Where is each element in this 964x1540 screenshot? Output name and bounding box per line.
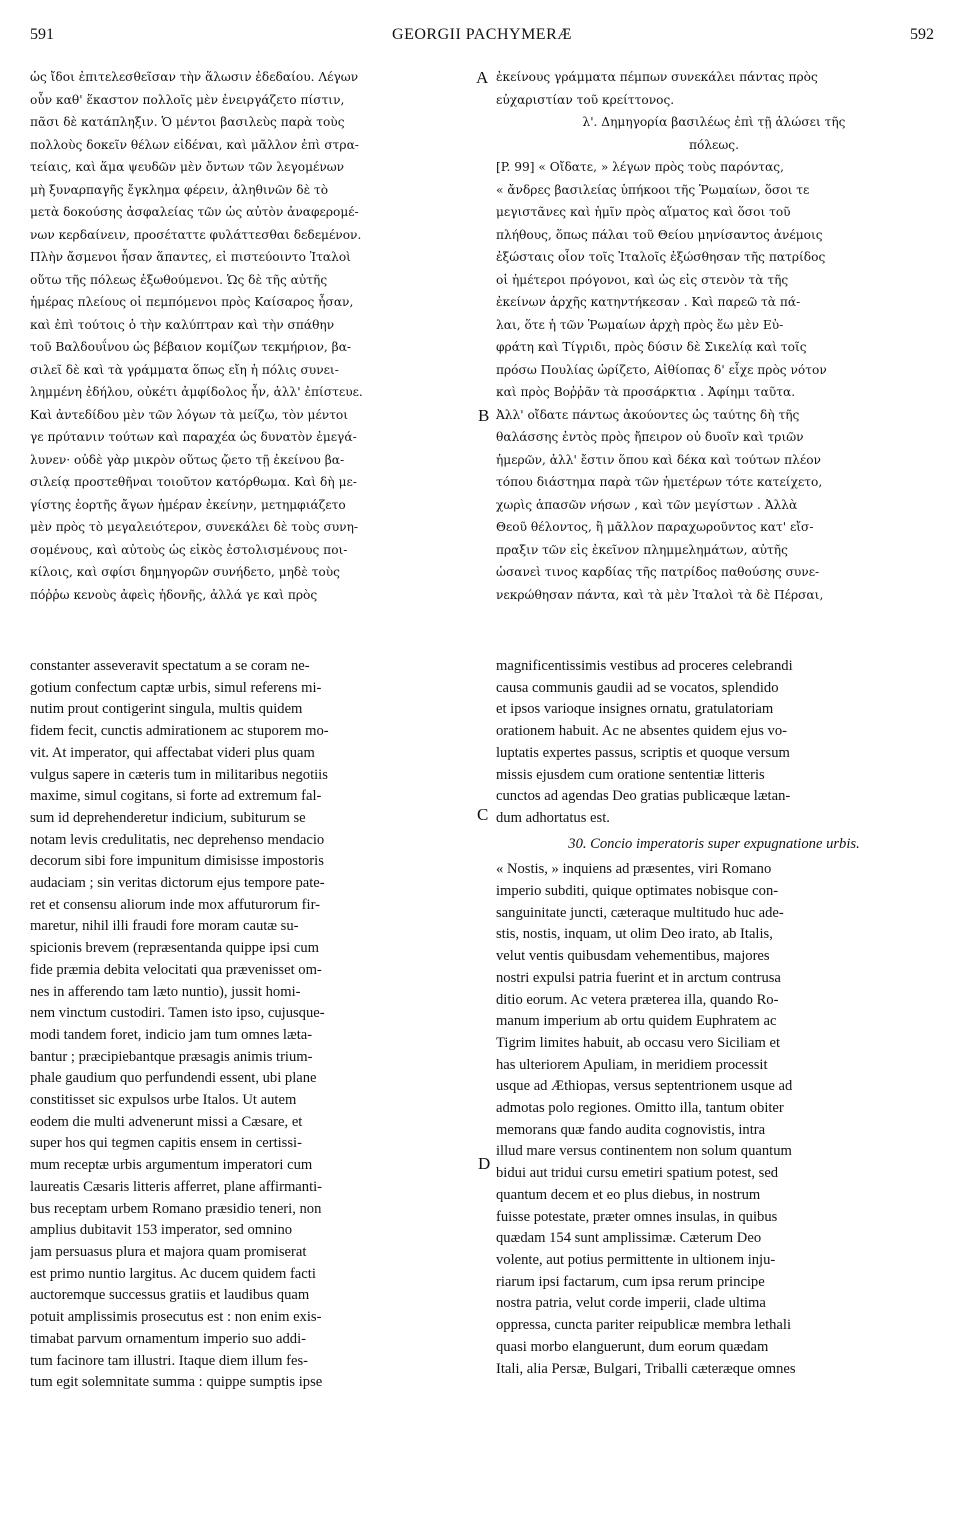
text-line: tum facinore tam illustri. Itaque diem illum fes- <box>30 1352 309 1369</box>
text-line: ἡμέρας πλείους οἱ πεμπόμενοι πρὸς Καίσαρος ἦσαν, <box>30 295 354 309</box>
text-line: constitisset sic expulsos urbe Italos. Ut autem <box>30 1092 297 1109</box>
text-line: λυνεν· οὐδὲ γὰρ μικρὸν οὕτως ᾤετο τῇ ἐκείνου βα- <box>30 452 345 467</box>
text-line: οὕτω τῆς πόλεως ἐξωθούμενοι. Ὡς δὲ τῆς αὐτῆς <box>30 272 328 287</box>
text-line: admotas polo regiones. Omitto illa, tantum obiter <box>496 1100 784 1117</box>
text-line: maretur, nihil illi fraudi fore moram cautæ su- <box>30 918 299 935</box>
text-line: λ'. Δημηγορία βασιλέως ἐπὶ τῇ ἁλώσει τῆς <box>582 115 846 129</box>
text-line: causa communis gaudii ad se vocatos, splendido <box>496 679 779 696</box>
text-line: νων κερδαίνειν, προσέταττε φυλάττεσθαι δεδεμένον. <box>30 227 362 242</box>
text-line: σομένους, καὶ αὐτοὺς ὡς εἰκὸς ἐστολισμένους ποι- <box>30 542 348 557</box>
text-line: bus receptam urbem Romano præsidio teneri, non <box>30 1200 322 1217</box>
latin-right-top-paragraph <box>496 656 932 830</box>
text-line: Καὶ ἀντεδίδου μὲν τῶν λόγων τὰ μείζω, τὸν μέντοι <box>30 407 349 422</box>
text-line: bantur ; præcipiebantque præsagis animis trium- <box>30 1048 313 1065</box>
text-line: notam levis credulitatis, nec deprehenso mendacio <box>30 831 325 848</box>
text-line: potuit amplissimis prosecutus est : non enim exis- <box>30 1309 322 1326</box>
text-line: πλήθους, ὅπως πάλαι τοῦ Θείου μηνίσαντος ἀνέμοις <box>496 227 823 242</box>
text-line: πόῤῥω κενοὺς ἀφεὶς ἡδονῆς, ἀλλά γε καὶ πρὸς <box>30 587 318 602</box>
text-line: illud mare versus continentem non solum quantum <box>496 1143 792 1160</box>
text-line: et ipsos varioque insignes ornatu, gratulatoriam <box>496 701 774 718</box>
text-line: timabat parvum ornamentum imperio suo addi- <box>30 1330 306 1347</box>
text-line: super hos qui tegmen capitis ensem in certissi- <box>30 1135 302 1152</box>
text-line: ὡς ἴδοι ἐπιτελεσθεῖσαν τὴν ἅλωσιν ἐδεδαίου. Λέγων <box>30 70 359 84</box>
text-line: γε πρύτανιν τούτων καὶ παραχέα ὡς δυνατὸν ἐμεγά- <box>30 430 357 444</box>
greek-right-body-paragraph <box>496 156 932 606</box>
text-line: gotium confectum captæ urbis, simul referens mi- <box>30 679 322 696</box>
text-line: ἡμερῶν, ἀλλ' ἔστιν ὅπου καὶ δέκα καὶ τούτων πλέον <box>496 452 821 467</box>
text-line: σιλεῖ δὲ καὶ τὰ γράμματα ὅπως εἴη ἡ πόλις συνει- <box>30 362 339 377</box>
text-line: volente, aut potius permittente in ultionem inju- <box>496 1251 776 1268</box>
text-line: fidem fecit, cunctis admirationem ac stuporem mo- <box>30 723 329 740</box>
text-line: νεκρώθησαν πάντα, καὶ τὰ μὲν Ἰταλοὶ τὰ δὲ Πέρσαι, <box>496 587 824 602</box>
text-line: oppressa, cuncta pariter reipublicæ membra lethali <box>496 1317 792 1334</box>
text-line: πρόσω Πουλίας ὡρίζετο, Αἰθίοπας δ' εἶχε πρὸς νότον <box>496 362 827 377</box>
text-line: γίστης ἑορτῆς ἄγων ἡμέραν ἐκείνην, μετημφιάζετο <box>30 497 346 512</box>
text-line: μὴ ξυναρπαγῆς ἔγκλημα φέρειν, ἀληθινῶν δὲ τὸ <box>30 182 329 197</box>
text-line: ἐκείνους γράμματα πέμπων συνεκάλει πάντας πρὸς <box>496 70 818 84</box>
text-line: τοῦ Βαλδουΐνου ὡς βέβαιον κομίζων τεκμήριον, βα- <box>30 340 352 354</box>
text-line: phale gaudium quo perfundendi essent, ubi plane <box>30 1070 317 1087</box>
text-line: bidui aut tridui cursu emetiri spatium potest, sed <box>496 1165 779 1182</box>
text-line: κίλοις, καὶ σφίσι δημηγορῶν συνήδετο, μηδὲ τοὺς <box>30 565 340 579</box>
text-line: luptatis expertes passus, scriptis et quoque versum <box>496 744 790 761</box>
text-line: « ἄνδρες βασιλείας ὑπήκοοι τῆς Ῥωμαίων, ὅσοι τε <box>496 182 810 197</box>
page-number-left: 591 <box>30 26 54 43</box>
text-line: εὐχαριστίαν τοῦ κρείττονος. <box>496 92 675 107</box>
text-line: spicionis brevem (repræsentanda quippe ipsi cum <box>30 940 319 957</box>
running-header <box>30 26 934 48</box>
text-line: mum receptæ urbis argumentum imperatori cum <box>30 1157 313 1174</box>
text-line: « Nostis, » inquiens ad præsentes, viri Romano <box>496 861 772 878</box>
text-line: χωρὶς ἁπασῶν νήσων , καὶ τῶν μεγίστων . Ἀλλὰ <box>496 497 798 512</box>
text-line: ret et consensu aliorum inde mox affuturorum fir- <box>30 896 321 913</box>
greek-text-left-column <box>30 66 474 606</box>
text-line: nem vinctum custodiri. Tamen isto ipso, cujusque- <box>30 1005 325 1022</box>
text-line: ditio eorum. Ac vetera præterea illa, quando Ro- <box>496 991 779 1008</box>
text-line: tum egit solemnitate summa : quippe sumptis ipse <box>30 1374 323 1391</box>
text-line: σιλείᾳ προστεθῆναι τοιοῦτον κατόρθωμα. Καὶ δὴ με- <box>30 475 357 489</box>
text-line: orationem habuit. Ac ne absentes quidem ejus vo- <box>496 723 787 740</box>
latin-section-heading: 30. Concio imperatoris super expugnatione urbis. <box>568 835 860 852</box>
text-line: maxime, simul cogitans, si forte ad extremum fal- <box>30 788 322 805</box>
text-line: sanguinitate juncti, cæteraque multitudo huc ade- <box>496 904 784 921</box>
margin-letter-c: C <box>477 805 489 824</box>
text-line: nostra patria, velut corde imperii, clade ultima <box>496 1295 766 1312</box>
text-line: manum imperium ab ortu quidem Euphratem ac <box>496 1013 777 1030</box>
text-line: laureatis Cæsaris litteris afferret, plane affirmanti- <box>30 1178 323 1195</box>
page-number-right: 592 <box>910 26 934 43</box>
text-line: sum id deprehenderetur indicium, subiturum se <box>30 809 306 826</box>
text-line: vulgus sapere in cæteris tum in militaribus negotiis <box>30 766 328 783</box>
text-line: ἐξώσταις οἷον τοῖς Ἰταλοῖς ἐξώσθησαν τῆς πατρίδος <box>496 250 826 264</box>
text-line: Tigrim limites habuit, ab occasu vero Siciliam et <box>496 1034 780 1051</box>
greek-right-top-paragraph <box>496 66 932 111</box>
text-line: πᾶσι δὲ κατάπληξιν. Ὁ μέντοι βασιλεὺς παρὰ τοὺς <box>30 115 345 129</box>
text-line: καὶ ἐπὶ τούτοις ὁ τὴν καλύπτραν καὶ τὴν σπάθην <box>30 317 335 332</box>
text-line: jam persuasus plura et majora quam promiserat <box>30 1243 307 1260</box>
text-line: audaciam ; sin veritas dictorum ejus tempore pate- <box>30 875 325 892</box>
text-line: auctoremque successus gratiis et laudibus quam <box>30 1287 310 1304</box>
text-line: Θεοῦ θέλοντος, ἢ μᾶλλον παραχωροῦντος κατ' εἴσ- <box>496 520 814 534</box>
text-line: τείαις, καὶ ἅμα ψευδῶν μὲν ὄντων τῶν λεγομένων <box>30 160 345 174</box>
text-line: μὲν πρὸς τὸ μεγαλειότερον, συνεκάλει δὲ τοὺς συνη- <box>30 520 359 534</box>
text-line: πόλεως. <box>688 137 740 152</box>
latin-text-right-column <box>496 656 932 1380</box>
text-line: λημμένη ἐδήλου, οὐκέτι ἀμφίδολος ἦν, ἀλλ' ἐπίστευε. <box>30 385 363 399</box>
latin-text-left-column <box>30 656 474 1394</box>
text-line: μετὰ δοκούσης ἀσφαλείας τῶν ὡς αὐτὸν ἀναφερομέ- <box>30 205 359 219</box>
text-line: memorans quæ fando audita cognovistis, intra <box>496 1121 766 1138</box>
text-line: quasi morbo elanguerunt, dum eorum quædam <box>496 1338 769 1355</box>
text-line: Ἀλλ' οἴδατε πάντως ἀκούοντες ὡς ταύτης δὴ τῆς <box>496 407 800 422</box>
text-line: eodem die multi advenerunt missi a Cæsare, et <box>30 1113 303 1130</box>
text-line: quantum decem et eo plus diebus, in nostrum <box>496 1186 761 1203</box>
text-line: nes in afferendo tam læto nuntio), jussit homi- <box>30 983 301 1000</box>
text-line: πραξιν τῶν εἰς ἐκεῖνον πλημμελημάτων, αὐτῆς <box>496 542 788 557</box>
greek-section-heading <box>496 111 932 156</box>
text-line: riarum ipsi factarum, cum ipsa rerum principe <box>496 1273 765 1290</box>
text-line: μεγιστᾶνες καὶ ἡμῖν πρὸς αἵματος καὶ ὅσοι τοῦ <box>496 205 791 219</box>
text-line: Πλὴν ἄσμενοι ἦσαν ἅπαντες, εἰ πιστεύοιντο Ἰταλοὶ <box>30 250 351 264</box>
text-line: ἐκείνων ἀρχῆς κατηντήκεσαν . Καὶ παρεῶ τὰ πά- <box>496 295 801 309</box>
text-line: vit. At imperator, qui affectabat videri plus quam <box>30 744 315 761</box>
text-line: missis ejusdem cum oratione sententiæ litteris <box>496 766 765 783</box>
margin-letter-a: A <box>476 68 489 87</box>
text-line: οὖν καθ' ἕκαστον πολλοῖς μὲν ἐνειργάζετο πίστιν, <box>30 92 345 107</box>
text-line: decorum sibi fore impunitum dimisisse impostoris <box>30 853 324 870</box>
text-line: imperio subditi, quique optimates nobisque con- <box>496 883 779 900</box>
running-title: GEORGII PACHYMERÆ <box>392 26 572 43</box>
text-line: τόπου διάστημα παρὰ τῶν ἡμετέρων τότε κατείχετο, <box>496 475 823 489</box>
margin-letter-b: B <box>478 406 490 425</box>
text-line: velut ventis quibusdam vehementibus, majores <box>496 948 770 965</box>
text-line: magnificentissimis vestibus ad proceres celebrandi <box>496 658 793 674</box>
text-line: has ulteriorem Apuliam, in meridiem processit <box>496 1056 768 1073</box>
text-line: fide præmia debita velocitati qua prævenisset om- <box>30 961 322 978</box>
text-line: est primo nuntio largitus. Ac ducem quidem facti <box>30 1265 316 1282</box>
text-line: modi tandem foret, indicio jam tum omnes læta- <box>30 1026 313 1043</box>
text-line: λαι, ὅτε ἡ τῶν Ῥωμαίων ἀρχὴ πρὸς ἕω μὲν Εὐ- <box>496 317 784 332</box>
text-line: dum adhortatus est. <box>496 809 610 826</box>
margin-letter-d: D <box>478 1154 491 1173</box>
text-line: καὶ πρὸς Βοῤῥᾶν τὰ προσάρκτια . Ἀφίημι ταῦτα. <box>496 385 796 399</box>
text-line: constanter asseveravit spectatum a se coram ne- <box>30 658 310 674</box>
text-line: cunctos ad agendas Deo gratias publicæque lætan- <box>496 788 791 805</box>
latin-right-body-paragraph <box>496 859 932 1380</box>
text-line: πολλοὺς δοκεῖν θέλων εἰδέναι, καὶ μᾶλλον ἐπὶ στρα- <box>30 137 359 152</box>
text-line: οἱ ἡμέτεροι πρόγονοι, καὶ ὡς εἰς στενὸν τὰ τῆς <box>496 272 789 287</box>
text-line: fuisse potestate, præter omnes insulas, in quibus <box>496 1208 778 1225</box>
text-line: nostri expulsi patria fuerint et in arctum contrusa <box>496 969 781 986</box>
text-line: Itali, alia Persæ, Bulgari, Triballi cæteræque omnes <box>496 1360 796 1377</box>
text-line: θαλάσσης ἐντὸς πρὸς ἤπειρον οὐ δυοῖν καὶ τριῶν <box>496 430 804 444</box>
text-line: quædam 154 sunt amplissimæ. Cæterum Deo <box>496 1230 762 1247</box>
text-line: nutim prout contigerint singula, multis quidem <box>30 701 303 718</box>
text-line: stis, nostis, inquam, ut olim Deo irato, ab Italis, <box>496 926 773 943</box>
text-line: amplius dubitavit 153 imperator, sed omnino <box>30 1222 293 1239</box>
greek-text-right-column <box>496 66 932 606</box>
text-line: φράτη καὶ Τίγριδι, πρὸς δύσιν δὲ Σικελίᾳ καὶ τοῖς <box>496 340 807 354</box>
text-line: usque ad Æthiopas, versus septentrionem usque ad <box>496 1078 793 1095</box>
text-line: [P. 99] « Οἴδατε, » λέγων πρὸς τοὺς παρόντας, <box>496 160 784 174</box>
text-line: ὡσανεὶ τινος καρδίας τῆς πατρίδος παθούσης συνε- <box>496 565 820 579</box>
